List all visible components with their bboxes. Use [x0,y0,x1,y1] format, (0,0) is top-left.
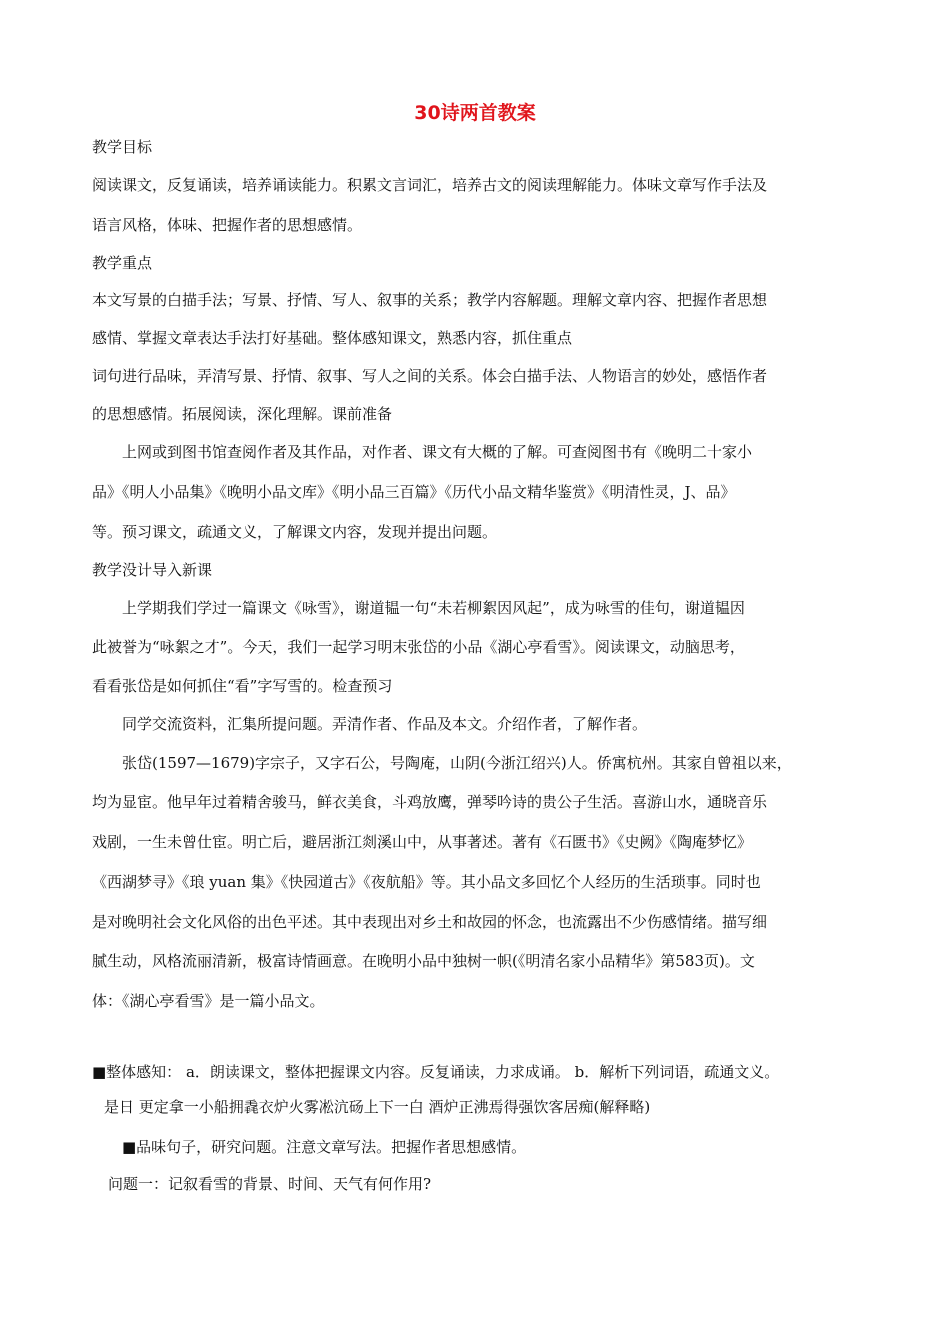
paragraph-line: 《西湖梦寻》《琅 yuan 集》《快园道古》《夜航船》等。其小品文多回忆个人经历的生活琐事。同时也 [92,873,761,891]
paragraph-line: 腻生动，风格流丽清新，极富诗情画意。在晚明小品中独树一帜(《明清名家小品精华》第583页)。文 [92,952,755,970]
paragraph-line: 本文写景的白描手法；写景、抒情、写人、叙事的关系；教学内容解题。理解文章内容、把握作者思想 [92,291,768,309]
paragraph-line: 上网或到图书馆查阅作者及其作品，对作者、课文有大概的了解。可查阅图书有《晚明二十家小 [122,443,753,461]
paragraph-line: 的思想感情。拓展阅读，深化理解。课前准备 [92,405,393,423]
paragraph-line: 品》《明人小品集》《晚明小品文库》《明小品三百篇》《历代小品文精华鉴赏》《明清性灵，J、品》 [92,483,736,501]
paragraph-line: 张岱(1597—1679)字宗子，又字石公，号陶庵，山阴(今浙江绍兴)人。侨寓杭州。其家自曾祖以来， [122,754,792,772]
paragraph-line: 是对晚明社会文化风俗的出色平述。其中表现出对乡土和故园的怀念，也流露出不少伤感情绪。描写细 [92,913,768,931]
paragraph-line: 看看张岱是如何抓住“看”字写雪的。检查预习 [92,677,393,695]
paragraph-line: 感情、掌握文章表达手法打好基础。整体感知课文，熟悉内容，抓住重点 [92,329,573,347]
heading-lesson-design: 教学没计导入新课 [92,561,213,579]
paragraph-line: 阅读课文，反复诵读，培养诵读能力。积累文言词汇，培养古文的阅读理解能力。体味文章写作手法及 [92,176,768,194]
question-one: 问题一：记叙看雪的背景、时间、天气有何作用? [108,1175,432,1193]
paragraph-line: 均为显宦。他早年过着精舍骏马，鲜衣美食，斗鸡放鹰，弹琴吟诗的贵公子生活。喜游山水，通晓音乐 [92,793,768,811]
heading-teaching-goals: 教学目标 [92,138,153,156]
paragraph-line: 戏剧，一生未曾仕宦。明亡后，避居浙江剡溪山中，从事著述。著有《石匮书》《史阙》《陶庵梦忆》 [92,833,753,851]
paragraph-line: 上学期我们学过一篇课文《咏雪》，谢道韫一句“未若柳絮因风起”，成为咏雪的佳句，谢道韫因 [122,599,745,617]
overall-perception-line: ■整体感知： a．朗读课文，整体把握课文内容。反复诵读，力求成诵。 b．解析下列词语，疏通文义。 [92,1063,780,1081]
paragraph-line: 此被誉为“咏絮之才”。今天，我们一起学习明末张岱的小品《湖心亭看雪》。阅读课文，动脑思考， [92,638,745,656]
paragraph-line: 词句进行品味，弄清写景、抒情、叙事、写人之间的关系。体会白描手法、人物语言的妙处，感悟作者 [92,367,768,385]
paragraph-line: 等。预习课文，疏通文义，了解课文内容，发现并提出问题。 [92,523,498,541]
heading-key-points: 教学重点 [92,254,153,272]
document-title: 30诗两首教案 [414,102,536,124]
paragraph-line: 体：《湖心亭看雪》是一篇小品文。 [92,992,325,1010]
vocabulary-line: 是日 更定拿一小船拥毳衣炉火雾凇沆砀上下一白 酒炉正沸焉得强饮客居痴(解释略) [104,1098,651,1116]
paragraph-line: 同学交流资料，汇集所提问题。弄清作者、作品及本文。介绍作者，了解作者。 [122,715,648,733]
paragraph-line: 语言风格，体味、把握作者的思想感情。 [92,216,363,234]
analysis-line: ■品味句子，研究问题。注意文章写法。把握作者思想感情。 [122,1138,527,1156]
